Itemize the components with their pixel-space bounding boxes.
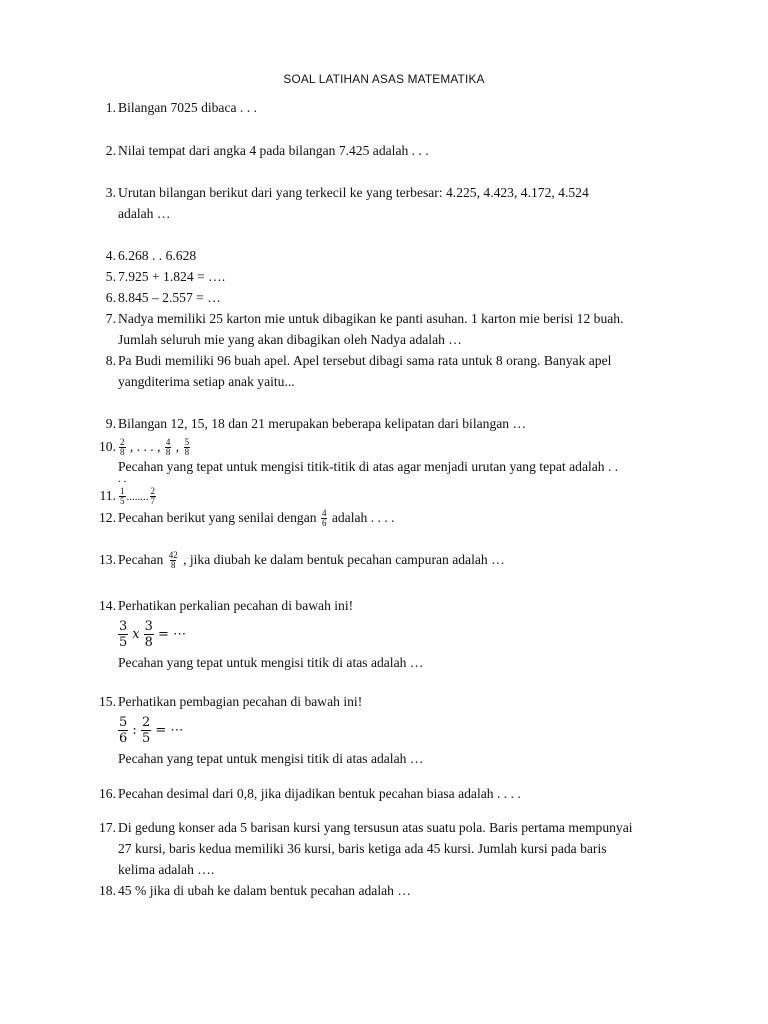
question-text-line: adalah … [118, 206, 171, 221]
question-text: Pecahan berikut yang senilai dengan [118, 510, 320, 525]
question-16 [90, 783, 690, 804]
question-18 [90, 880, 690, 901]
fraction-sequence [118, 436, 710, 458]
question-number: 8. [105, 353, 116, 368]
operator: : [128, 722, 141, 738]
question-8 [90, 350, 710, 392]
question-number: 5. [105, 269, 116, 284]
equals-ellipsis: = ⋯ [151, 722, 184, 738]
question-text: 45 % jika di ubah ke dalam bentuk pecahan adalah … [118, 883, 411, 898]
question-number: 3. [105, 185, 116, 200]
question-7 [90, 308, 710, 350]
question-number: 2. [105, 143, 116, 158]
ellipsis: ........ [126, 491, 149, 503]
question-13 [90, 549, 690, 570]
question-text-line: Perhatikan perkalian pecahan di bawah ini! [118, 598, 354, 613]
question-text-line: Di gedung konser ada 5 barisan kursi yang tersusun atas suatu pola. Baris pertama mempunyai [118, 820, 633, 835]
question-text-line: Pa Budi memiliki 96 buah apel. Apel tersebut dibagi sama rata untuk 8 orang. Banyak apel [118, 353, 612, 368]
question-15 [90, 691, 690, 769]
question-text-line: Urutan bilangan berikut dari yang terkecil ke yang terbesar: 4.225, 4.423, 4.172, 4.524 [118, 185, 589, 200]
question-number: 17. [99, 820, 116, 835]
question-text: 6.268 . . 6.628 [118, 248, 197, 263]
fraction: $\frac{2}{5}$ [141, 714, 151, 746]
question-9 [90, 413, 690, 434]
question-text-line: kelima adalah …. [118, 862, 215, 877]
fraction: 3 5 [119, 618, 128, 650]
question-3 [90, 182, 690, 224]
question-text-line: Pecahan yang tepat untuk mengisi titik-titik di atas agar menjadi urutan yang tepat adalah . . [118, 459, 619, 474]
question-6 [90, 287, 690, 308]
question-17 [90, 817, 720, 880]
question-number: 15. [99, 694, 116, 709]
question-5 [90, 266, 690, 287]
question-text-line: Pecahan yang tepat untuk mengisi titik di atas adalah … [118, 751, 424, 766]
fraction: $\frac{4}{6}$ [321, 508, 327, 529]
ellipsis: , . . . , [126, 439, 164, 454]
question-14 [90, 595, 690, 673]
separator: , [172, 439, 183, 454]
fraction: $\frac{3}{8}$ [144, 618, 153, 650]
question-text: , jika diubah ke dalam bentuk pecahan campuran adalah … [179, 552, 505, 567]
question-text: 8.845 – 2.557 = … [118, 290, 221, 305]
question-number: 9. [105, 416, 116, 431]
question-number: 13. [99, 552, 116, 567]
question-number: 6. [105, 290, 116, 305]
math-expression [118, 712, 690, 748]
question-text-line: Nadya memiliki 25 karton mie untuk dibagikan ke panti asuhan. 1 karton mie berisi 12 buah. [118, 311, 624, 326]
question-4 [90, 245, 690, 266]
question-10 [90, 436, 710, 483]
question-text: Nilai tempat dari angka 4 pada bilangan 7.425 adalah . . . [118, 143, 429, 158]
fraction: $\frac{1}{5}$ [120, 486, 125, 507]
question-12 [90, 507, 690, 528]
question-text: Bilangan 12, 15, 18 dan 21 merupakan beberapa kelipatan dari bilangan … [118, 416, 527, 431]
question-text: 7.925 + 1.824 = …. [118, 269, 226, 284]
equals-ellipsis: = ⋯ [153, 626, 187, 642]
question-number: 11. [99, 488, 116, 503]
operator: x [132, 626, 140, 642]
fraction: $\frac{2}{8}$ [120, 437, 125, 458]
fraction: $\frac{4}{8}$ [165, 437, 171, 458]
question-text-line: Pecahan yang tepat untuk mengisi titik di atas adalah … [118, 655, 424, 670]
fraction: $\frac{42}{8}$ [168, 550, 178, 571]
question-number: 12. [99, 510, 116, 525]
question-number: 7. [105, 311, 116, 326]
question-text-line: 27 kursi, baris kedua memiliki 36 kursi, baris ketiga ada 45 kursi. Jumlah kursi pada baris [118, 841, 607, 856]
fraction: $\frac{2}{7}$ [150, 486, 155, 507]
question-number: 10. [99, 439, 116, 454]
question-11 [90, 485, 690, 508]
question-text-line: Jumlah seluruh mie yang akan dibagikan oleh Nadya adalah … [118, 332, 462, 347]
question-number: 1. [105, 100, 116, 115]
question-text: Pecahan desimal dari 0,8, jika dijadikan bentuk pecahan biasa adalah . . . . [118, 786, 521, 801]
question-text-line: yangditerima setiap anak yaitu... [118, 374, 295, 389]
question-text-line: . . [118, 473, 127, 485]
question-text: Bilangan 7025 dibaca . . . [118, 100, 257, 115]
fraction: 5 6 [119, 714, 128, 746]
question-number: 16. [99, 786, 116, 801]
question-number: 14. [99, 598, 116, 613]
question-text: adalah . . . . [328, 510, 395, 525]
question-number: 4. [105, 248, 116, 263]
question-1 [90, 97, 690, 118]
question-text: Pecahan [118, 552, 167, 567]
question-number: 18. [99, 883, 116, 898]
question-text-line: Perhatikan pembagian pecahan di bawah ini! [118, 694, 363, 709]
question-2 [90, 140, 690, 161]
document-title: SOAL LATIHAN ASAS MATEMATIKA [283, 72, 485, 86]
math-expression [118, 616, 690, 652]
fraction: $\frac{5}{8}$ [184, 437, 190, 458]
